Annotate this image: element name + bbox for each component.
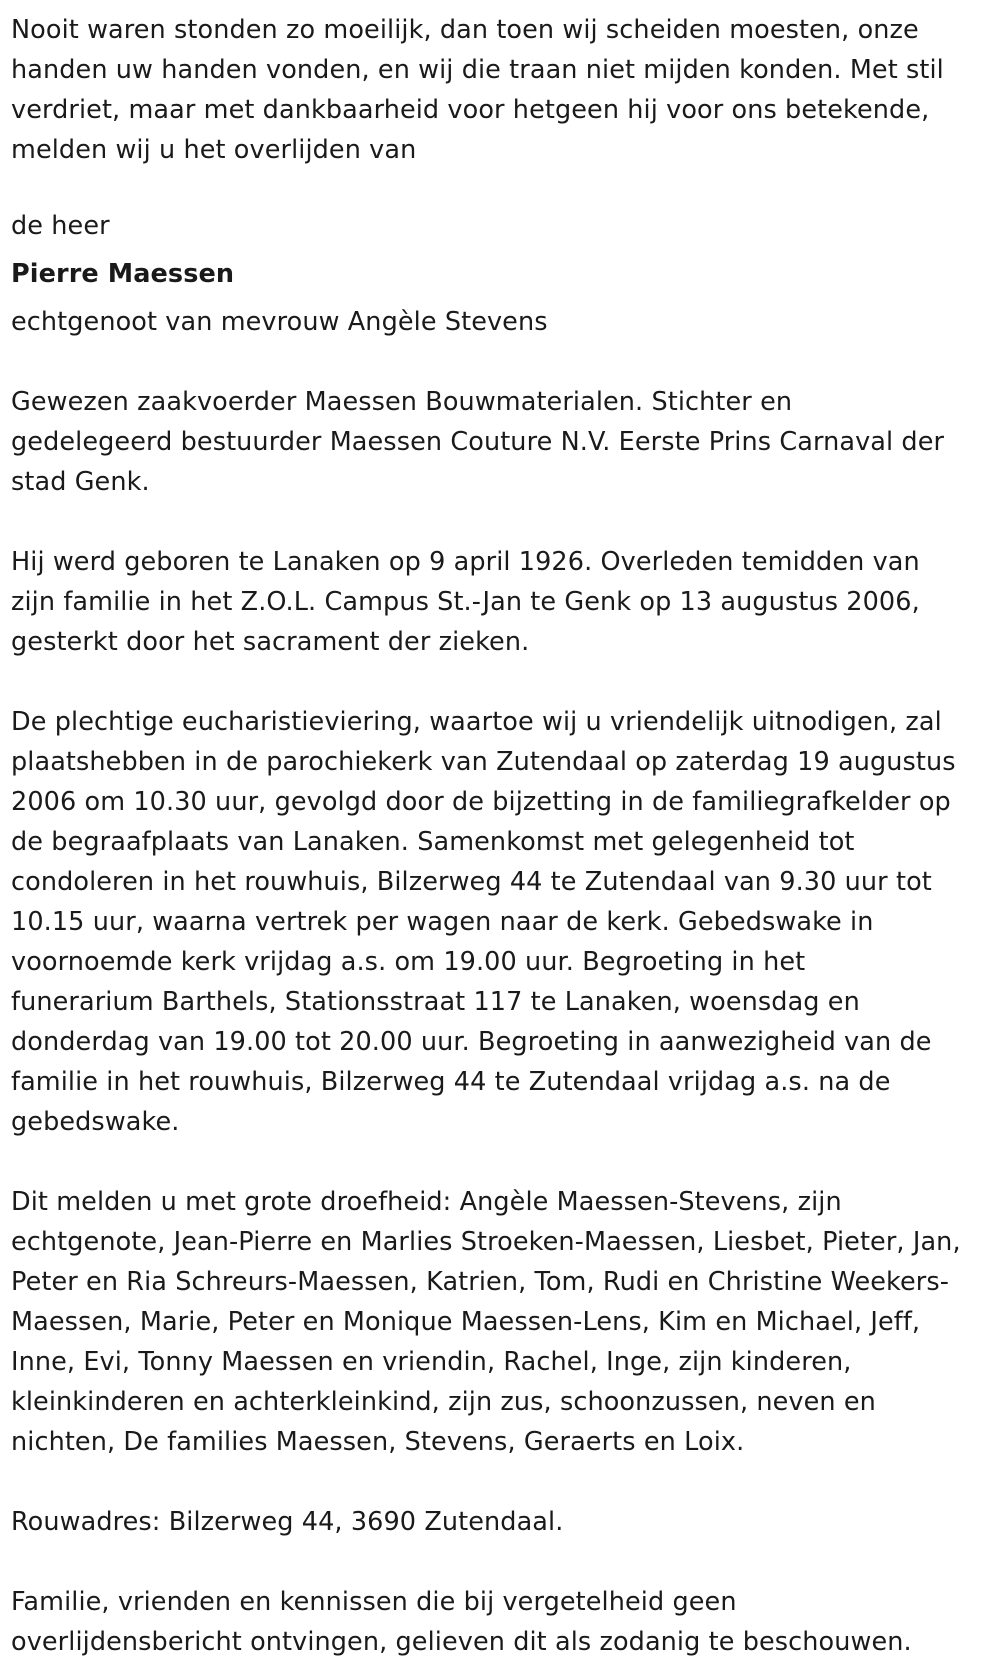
text-line: De plechtige eucharistieviering, waartoe wij u vriendelijk uitnodigen, zal: [11, 707, 942, 737]
text-line: familie in het rouwhuis, Bilzerweg 44 te Zutendaal vrijdag a.s. na de: [11, 1067, 891, 1097]
career-paragraph: [11, 382, 996, 502]
life-paragraph: [11, 542, 986, 662]
text-line: Gewezen zaakvoerder Maessen Bouwmaterialen. Stichter en: [11, 387, 793, 417]
intro-paragraph: [11, 10, 986, 170]
text-line: melden wij u het overlijden van: [11, 135, 417, 165]
family-paragraph: [11, 1182, 996, 1462]
text-line: Inne, Evi, Tonny Maessen en vriendin, Rachel, Inge, zijn kinderen,: [11, 1347, 852, 1377]
text-line: handen uw handen vonden, en wij die traan niet mijden konden. Met stil: [11, 55, 944, 85]
text-line: Hij werd geboren te Lanaken op 9 april 1926. Overleden temidden van: [11, 547, 920, 577]
text-line: Maessen, Marie, Peter en Monique Maessen-Lens, Kim en Michael, Jeff,: [11, 1307, 921, 1337]
text-line: gebedswake.: [11, 1107, 180, 1137]
text-line: 2006 om 10.30 uur, gevolgd door de bijzetting in de familiegrafkelder op: [11, 787, 951, 817]
text-line: de begraafplaats van Lanaken. Samenkomst met gelegenheid tot: [11, 827, 855, 857]
text-line: Familie, vrienden en kennissen die bij vergetelheid geen: [11, 1587, 737, 1617]
text-line: echtgenote, Jean-Pierre en Marlies Stroeken-Maessen, Liesbet, Pieter, Jan,: [11, 1227, 961, 1257]
text-line: condoleren in het rouwhuis, Bilzerweg 44 te Zutendaal van 9.30 uur tot: [11, 867, 932, 897]
text-line: Nooit waren stonden zo moeilijk, dan toen wij scheiden moesten, onze: [11, 15, 919, 45]
text-line: gesterkt door het sacrament der zieken.: [11, 627, 530, 657]
closing-paragraph: [11, 1582, 986, 1662]
text-line: zijn familie in het Z.O.L. Campus St.-Jan te Genk op 13 augustus 2006,: [11, 587, 920, 617]
text-line: 10.15 uur, waarna vertrek per wagen naar de kerk. Gebedswake in: [11, 907, 874, 937]
text-line: funerarium Barthels, Stationsstraat 117 te Lanaken, woensdag en: [11, 987, 860, 1017]
text-line: Dit melden u met grote droefheid: Angèle Maessen-Stevens, zijn: [11, 1187, 842, 1217]
text-line: Peter en Ria Schreurs-Maessen, Katrien, Tom, Rudi en Christine Weekers-: [11, 1267, 950, 1297]
text-line: overlijdensbericht ontvingen, gelieven dit als zodanig te beschouwen.: [11, 1627, 912, 1657]
text-line: donderdag van 19.00 tot 20.00 uur. Begroeting in aanwezigheid van de: [11, 1027, 932, 1057]
text-line: kleinkinderen en achterkleinkind, zijn zus, schoonzussen, neven en: [11, 1387, 876, 1417]
deceased-name: Pierre Maessen: [11, 259, 235, 289]
text-line: plaatshebben in de parochiekerk van Zutendaal op zaterdag 19 augustus: [11, 747, 956, 777]
text-line: stad Genk.: [11, 467, 150, 497]
spouse-line: echtgenoot van mevrouw Angèle Stevens: [11, 307, 548, 337]
text-line: voornoemde kerk vrijdag a.s. om 19.00 uur. Begroeting in het: [11, 947, 806, 977]
salutation: de heer: [11, 211, 110, 241]
text-line: gedelegeerd bestuurder Maessen Couture N.V. Eerste Prins Carnaval der: [11, 427, 945, 457]
text-line: verdriet, maar met dankbaarheid voor hetgeen hij voor ons betekende,: [11, 95, 930, 125]
mourning-address: Rouwadres: Bilzerweg 44, 3690 Zutendaal.: [11, 1507, 564, 1537]
text-line: nichten, De families Maessen, Stevens, Geraerts en Loix.: [11, 1427, 745, 1457]
ceremony-paragraph: [11, 702, 986, 1142]
